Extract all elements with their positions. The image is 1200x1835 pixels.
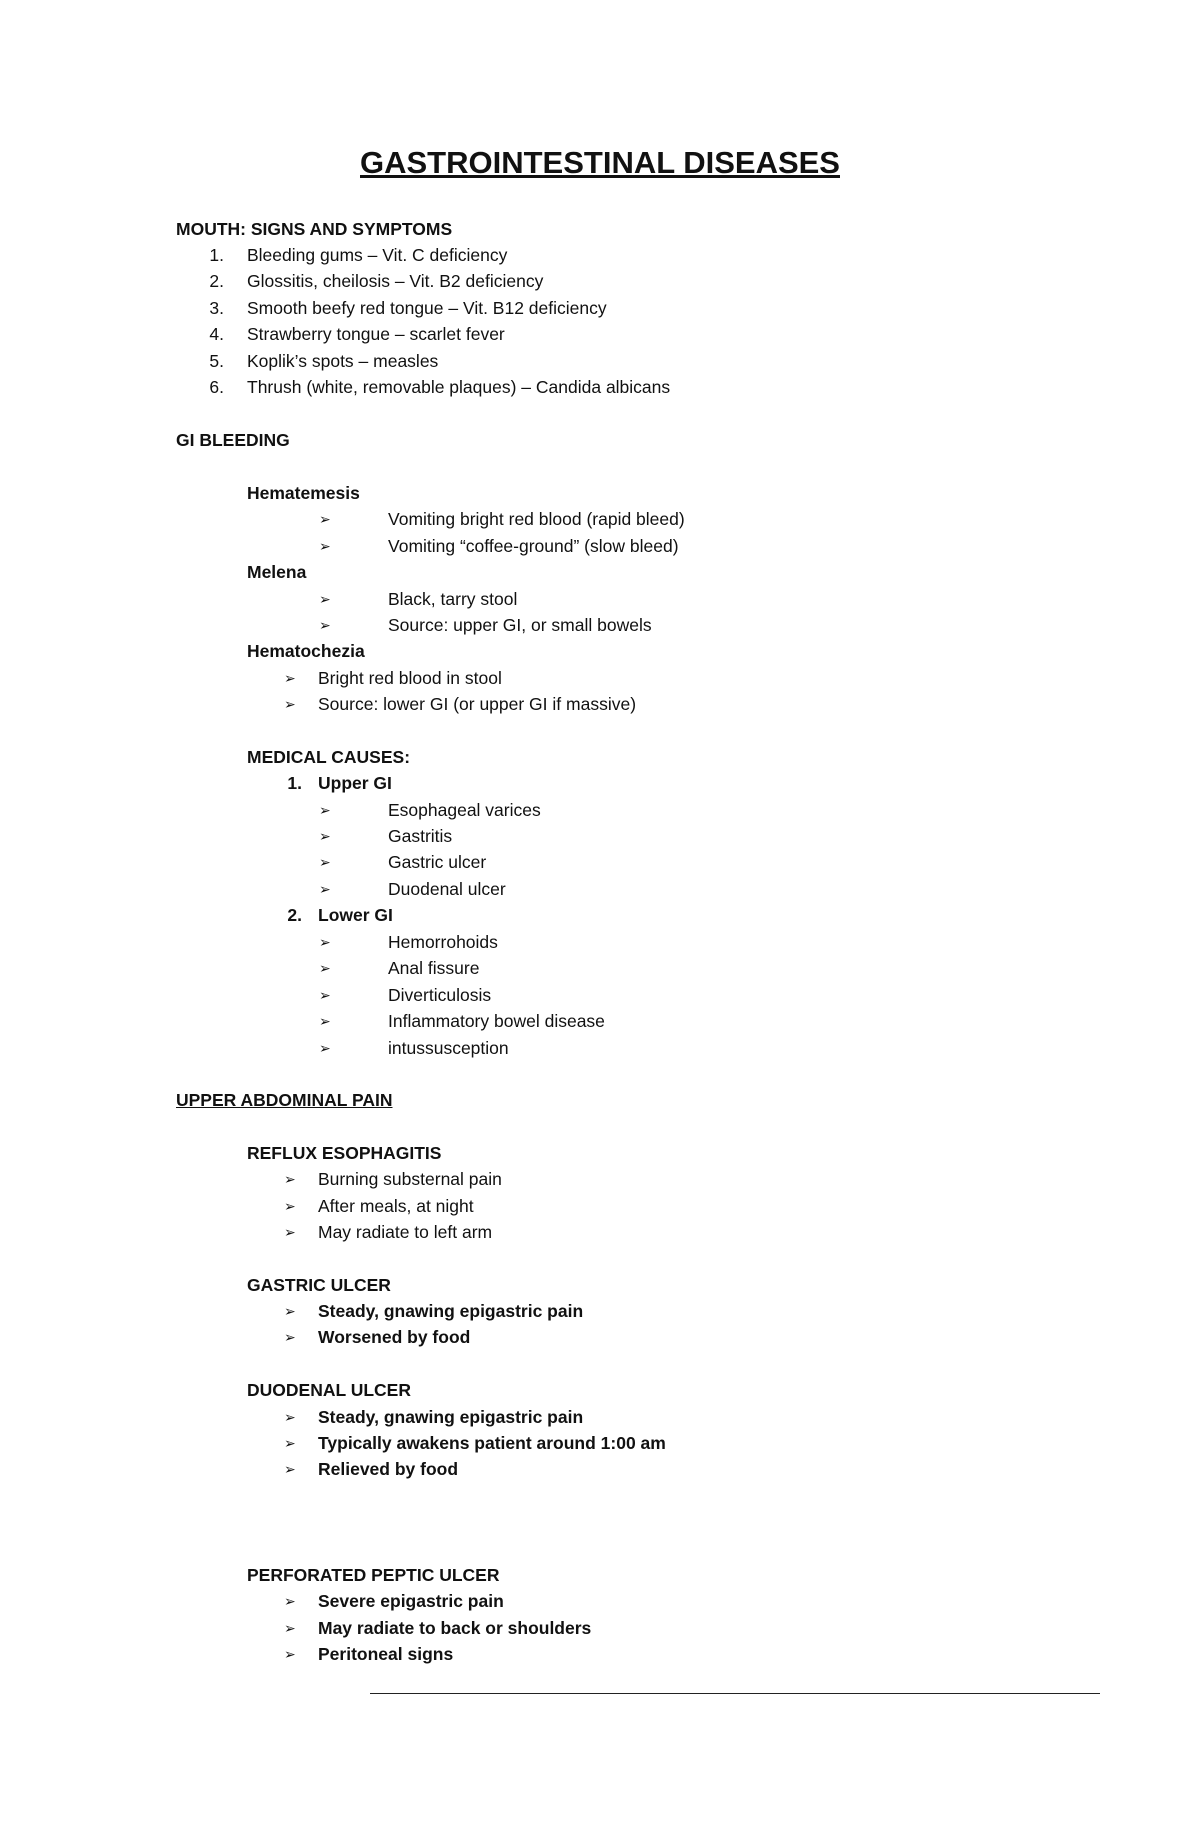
bullet-arrow-icon: ➢ bbox=[319, 591, 331, 607]
bullet-arrow-icon: ➢ bbox=[284, 1409, 296, 1425]
list-item: Vomiting “coffee-ground” (slow bleed) bbox=[388, 536, 679, 556]
list-number: 6. bbox=[209, 377, 224, 397]
mouth-heading: MOUTH: SIGNS AND SYMPTOMS bbox=[176, 219, 453, 239]
bullet-arrow-icon: ➢ bbox=[319, 881, 331, 897]
bullet-arrow-icon: ➢ bbox=[284, 696, 296, 712]
gi-bleeding-heading: GI BLEEDING bbox=[176, 430, 290, 450]
list-number: 2. bbox=[209, 271, 224, 291]
bullet-arrow-icon: ➢ bbox=[319, 1040, 331, 1056]
list-item: Peritoneal signs bbox=[318, 1644, 454, 1664]
list-item: Relieved by food bbox=[318, 1459, 459, 1479]
list-item: Anal fissure bbox=[388, 958, 480, 978]
upper-gi-label: Upper GI bbox=[318, 773, 392, 793]
list-item: Steady, gnawing epigastric pain bbox=[318, 1301, 584, 1321]
list-item: Koplik’s spots – measles bbox=[247, 351, 439, 371]
gastric-ulcer-label: GASTRIC ULCER bbox=[247, 1275, 391, 1295]
bullet-arrow-icon: ➢ bbox=[319, 934, 331, 950]
page-title: GASTROINTESTINAL DISEASES bbox=[360, 145, 840, 180]
bullet-arrow-icon: ➢ bbox=[319, 511, 331, 527]
list-item: Source: lower GI (or upper GI if massive) bbox=[318, 694, 637, 714]
list-number: 3. bbox=[209, 298, 224, 318]
list-item: Steady, gnawing epigastric pain bbox=[318, 1407, 584, 1427]
list-item: Bleeding gums – Vit. C deficiency bbox=[247, 245, 508, 265]
list-item: Strawberry tongue – scarlet fever bbox=[247, 324, 505, 344]
list-item: Duodenal ulcer bbox=[388, 879, 506, 899]
bullet-arrow-icon: ➢ bbox=[319, 802, 331, 818]
bullet-arrow-icon: ➢ bbox=[284, 1171, 296, 1187]
bullet-arrow-icon: ➢ bbox=[319, 828, 331, 844]
list-item: Diverticulosis bbox=[388, 985, 492, 1005]
list-item: Esophageal varices bbox=[388, 800, 541, 820]
list-item: After meals, at night bbox=[318, 1196, 474, 1216]
bullet-arrow-icon: ➢ bbox=[284, 1461, 296, 1477]
bullet-arrow-icon: ➢ bbox=[319, 617, 331, 633]
bullet-arrow-icon: ➢ bbox=[284, 670, 296, 686]
list-item: Thrush (white, removable plaques) – Candida albicans bbox=[247, 377, 671, 397]
list-item: Inflammatory bowel disease bbox=[388, 1011, 605, 1031]
melena-label: Melena bbox=[247, 562, 307, 582]
list-number: 1. bbox=[287, 773, 302, 793]
list-item: May radiate to back or shoulders bbox=[318, 1618, 592, 1638]
list-number: 2. bbox=[287, 905, 302, 925]
bullet-arrow-icon: ➢ bbox=[319, 538, 331, 554]
duodenal-ulcer-label: DUODENAL ULCER bbox=[247, 1380, 411, 1400]
reflux-esophagitis-label: REFLUX ESOPHAGITIS bbox=[247, 1143, 442, 1163]
bullet-arrow-icon: ➢ bbox=[319, 1013, 331, 1029]
list-item: Bright red blood in stool bbox=[318, 668, 502, 688]
list-item: Severe epigastric pain bbox=[318, 1591, 504, 1611]
list-item: Burning substernal pain bbox=[318, 1169, 502, 1189]
list-item: May radiate to left arm bbox=[318, 1222, 493, 1242]
list-item: Hemorrohoids bbox=[388, 932, 498, 952]
bullet-arrow-icon: ➢ bbox=[319, 854, 331, 870]
list-item: Typically awakens patient around 1:00 am bbox=[318, 1433, 666, 1453]
bullet-arrow-icon: ➢ bbox=[284, 1593, 296, 1609]
upper-abdominal-pain-heading: UPPER ABDOMINAL PAIN bbox=[176, 1090, 393, 1110]
bullet-arrow-icon: ➢ bbox=[284, 1329, 296, 1345]
list-item: Gastritis bbox=[388, 826, 453, 846]
list-item: Source: upper GI, or small bowels bbox=[388, 615, 652, 635]
list-item: Worsened by food bbox=[318, 1327, 471, 1347]
list-number: 4. bbox=[209, 324, 224, 344]
bullet-arrow-icon: ➢ bbox=[284, 1620, 296, 1636]
list-item: Black, tarry stool bbox=[388, 589, 518, 609]
lower-gi-label: Lower GI bbox=[318, 905, 393, 925]
bullet-arrow-icon: ➢ bbox=[319, 987, 331, 1003]
bullet-arrow-icon: ➢ bbox=[284, 1303, 296, 1319]
list-item: Glossitis, cheilosis – Vit. B2 deficiency bbox=[247, 271, 544, 291]
list-item: Smooth beefy red tongue – Vit. B12 deficiency bbox=[247, 298, 607, 318]
bullet-arrow-icon: ➢ bbox=[284, 1224, 296, 1240]
list-item: Gastric ulcer bbox=[388, 852, 487, 872]
hematemesis-label: Hematemesis bbox=[247, 483, 360, 503]
bullet-arrow-icon: ➢ bbox=[284, 1646, 296, 1662]
medical-causes-heading: MEDICAL CAUSES: bbox=[247, 747, 411, 767]
bullet-arrow-icon: ➢ bbox=[284, 1198, 296, 1214]
list-item: intussusception bbox=[388, 1038, 509, 1058]
bullet-arrow-icon: ➢ bbox=[319, 960, 331, 976]
bullet-arrow-icon: ➢ bbox=[284, 1435, 296, 1451]
list-number: 5. bbox=[209, 351, 224, 371]
perforated-peptic-ulcer-label: PERFORATED PEPTIC ULCER bbox=[247, 1565, 500, 1585]
hematochezia-label: Hematochezia bbox=[247, 641, 365, 661]
list-number: 1. bbox=[209, 245, 224, 265]
bottom-divider bbox=[370, 1693, 1100, 1694]
list-item: Vomiting bright red blood (rapid bleed) bbox=[388, 509, 685, 529]
